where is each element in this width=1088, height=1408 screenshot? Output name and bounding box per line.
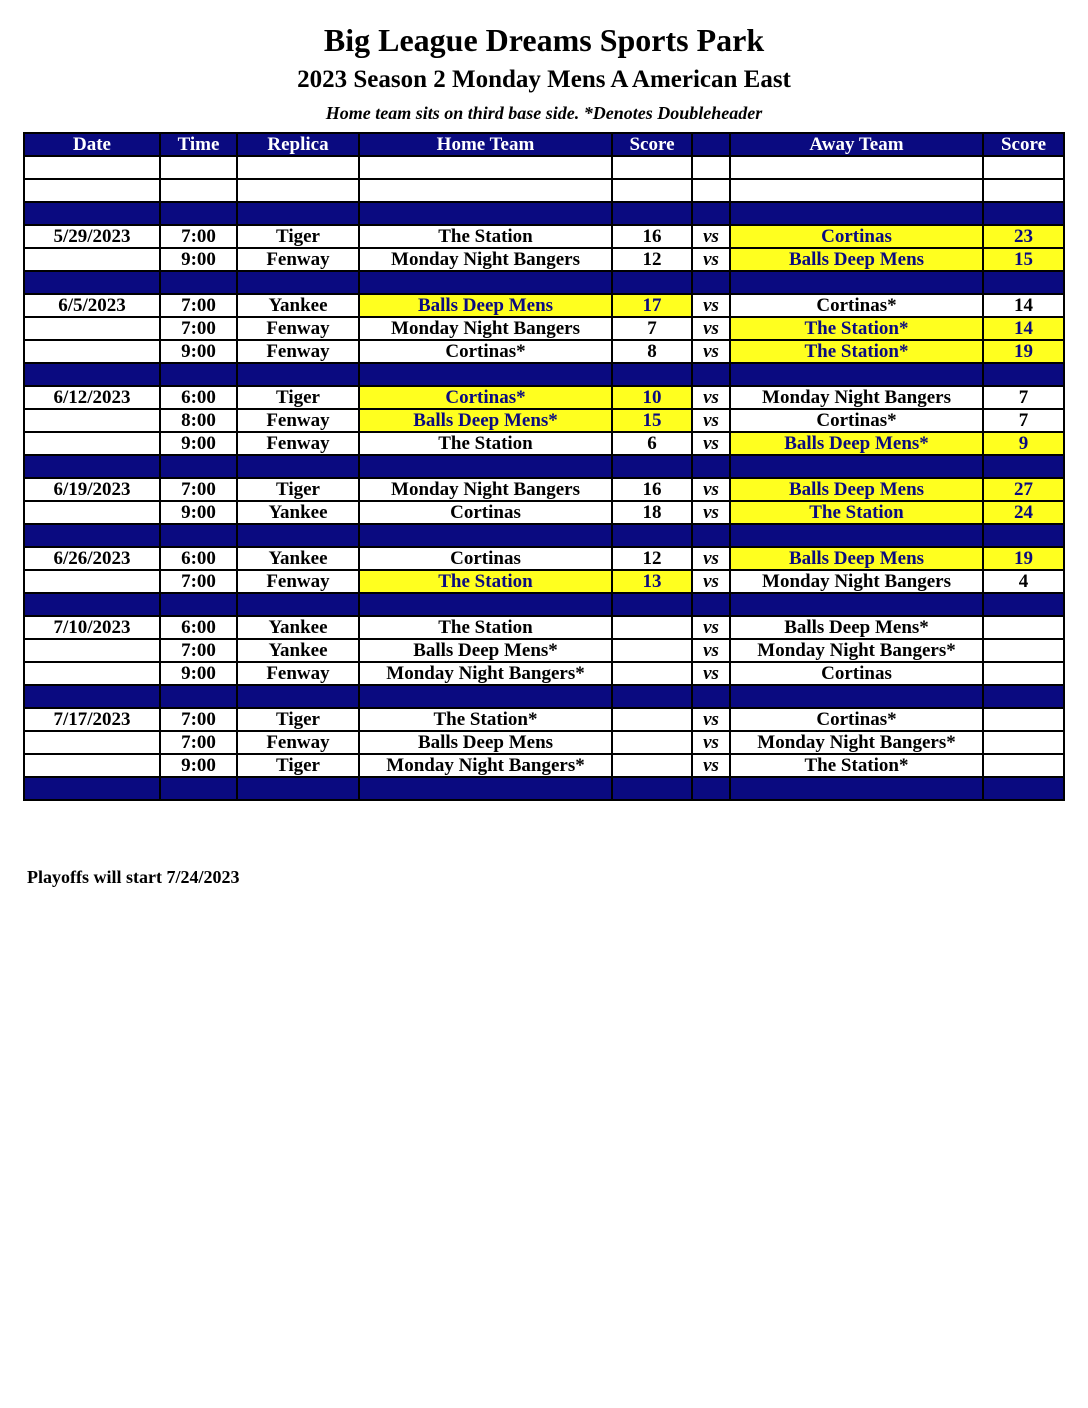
- cell-vs: vs: [692, 478, 730, 501]
- cell-away-score: [983, 616, 1064, 639]
- blank-row: [24, 179, 1064, 202]
- cell-replica: Fenway: [237, 317, 359, 340]
- cell-replica: Tiger: [237, 386, 359, 409]
- cell-time: 9:00: [160, 340, 237, 363]
- cell-replica: [237, 685, 359, 708]
- cell-vs: vs: [692, 547, 730, 570]
- cell-away-team: [730, 777, 983, 800]
- cell-home-team: Monday Night Bangers: [359, 317, 612, 340]
- cell-vs: [692, 179, 730, 202]
- separator-row: [24, 685, 1064, 708]
- cell-home-team: Balls Deep Mens*: [359, 409, 612, 432]
- cell-away-score: 7: [983, 409, 1064, 432]
- cell-away-score: [983, 708, 1064, 731]
- game-row: [24, 432, 1064, 455]
- cell-away-team: Balls Deep Mens: [730, 547, 983, 570]
- cell-away-team: [730, 524, 983, 547]
- cell-time: [160, 524, 237, 547]
- cell-replica: [237, 593, 359, 616]
- cell-home-team: Monday Night Bangers*: [359, 662, 612, 685]
- col-vs: [692, 133, 730, 156]
- cell-time: 9:00: [160, 248, 237, 271]
- cell-home-team: Cortinas: [359, 547, 612, 570]
- cell-home-team: [359, 524, 612, 547]
- cell-away-score: [983, 363, 1064, 386]
- cell-home-score: [612, 731, 692, 754]
- game-row: [24, 731, 1064, 754]
- cell-replica: Tiger: [237, 225, 359, 248]
- cell-date: [24, 593, 160, 616]
- cell-replica: [237, 363, 359, 386]
- cell-time: 6:00: [160, 616, 237, 639]
- cell-home-team: The Station: [359, 570, 612, 593]
- cell-away-team: [730, 685, 983, 708]
- game-row: [24, 386, 1064, 409]
- cell-away-team: The Station: [730, 501, 983, 524]
- cell-home-score: 16: [612, 478, 692, 501]
- cell-home-score: [612, 708, 692, 731]
- cell-home-team: Monday Night Bangers*: [359, 754, 612, 777]
- cell-date: [24, 455, 160, 478]
- col-away-score: Score: [983, 133, 1064, 156]
- cell-away-score: [983, 639, 1064, 662]
- cell-home-team: Cortinas: [359, 501, 612, 524]
- separator-row: [24, 593, 1064, 616]
- cell-replica: [237, 777, 359, 800]
- cell-date: [24, 317, 160, 340]
- cell-away-score: [983, 524, 1064, 547]
- cell-replica: [237, 524, 359, 547]
- page-title: Big League Dreams Sports Park: [323, 22, 765, 58]
- cell-home-score: [612, 202, 692, 225]
- game-row: [24, 478, 1064, 501]
- cell-home-team: [359, 593, 612, 616]
- cell-away-score: [983, 271, 1064, 294]
- cell-replica: Fenway: [237, 409, 359, 432]
- cell-time: 6:00: [160, 547, 237, 570]
- cell-vs: vs: [692, 731, 730, 754]
- cell-vs: [692, 271, 730, 294]
- cell-date: [24, 248, 160, 271]
- cell-home-score: 16: [612, 225, 692, 248]
- cell-away-score: [983, 156, 1064, 179]
- game-row: [24, 294, 1064, 317]
- cell-away-score: 23: [983, 225, 1064, 248]
- playoffs-note: Playoffs will start 7/24/2023: [27, 867, 240, 887]
- cell-replica: Fenway: [237, 432, 359, 455]
- cell-home-team: Monday Night Bangers: [359, 248, 612, 271]
- cell-away-team: Balls Deep Mens: [730, 478, 983, 501]
- cell-replica: Tiger: [237, 478, 359, 501]
- cell-home-score: 13: [612, 570, 692, 593]
- cell-home-score: 8: [612, 340, 692, 363]
- col-home-score: Score: [612, 133, 692, 156]
- cell-home-score: 10: [612, 386, 692, 409]
- cell-home-team: Cortinas*: [359, 386, 612, 409]
- game-row: [24, 501, 1064, 524]
- separator-row: [24, 271, 1064, 294]
- cell-time: 8:00: [160, 409, 237, 432]
- cell-date: 7/10/2023: [24, 616, 160, 639]
- cell-away-team: [730, 179, 983, 202]
- cell-away-team: [730, 455, 983, 478]
- cell-home-score: [612, 777, 692, 800]
- game-row: [24, 708, 1064, 731]
- cell-home-score: [612, 363, 692, 386]
- cell-date: [24, 731, 160, 754]
- cell-away-team: The Station*: [730, 317, 983, 340]
- cell-date: [24, 156, 160, 179]
- cell-home-team: The Station*: [359, 708, 612, 731]
- cell-date: [24, 409, 160, 432]
- cell-home-team: [359, 179, 612, 202]
- cell-replica: [237, 179, 359, 202]
- cell-away-team: Balls Deep Mens*: [730, 616, 983, 639]
- cell-away-team: Balls Deep Mens: [730, 248, 983, 271]
- game-row: [24, 225, 1064, 248]
- cell-away-score: [983, 731, 1064, 754]
- cell-vs: vs: [692, 754, 730, 777]
- cell-date: [24, 202, 160, 225]
- cell-home-team: [359, 685, 612, 708]
- separator-row: [24, 363, 1064, 386]
- cell-replica: Yankee: [237, 501, 359, 524]
- cell-home-team: Balls Deep Mens: [359, 731, 612, 754]
- cell-away-score: [983, 662, 1064, 685]
- cell-replica: Fenway: [237, 570, 359, 593]
- cell-home-score: [612, 754, 692, 777]
- cell-replica: [237, 455, 359, 478]
- cell-time: 6:00: [160, 386, 237, 409]
- cell-replica: [237, 156, 359, 179]
- cell-away-team: Cortinas: [730, 662, 983, 685]
- cell-home-score: [612, 662, 692, 685]
- cell-home-team: The Station: [359, 616, 612, 639]
- cell-vs: vs: [692, 432, 730, 455]
- cell-date: [24, 777, 160, 800]
- cell-time: [160, 179, 237, 202]
- cell-home-team: The Station: [359, 225, 612, 248]
- cell-home-score: [612, 524, 692, 547]
- blank-row: [24, 156, 1064, 179]
- cell-date: [24, 754, 160, 777]
- cell-away-team: [730, 271, 983, 294]
- cell-replica: [237, 271, 359, 294]
- col-time: Time: [160, 133, 237, 156]
- cell-time: 7:00: [160, 708, 237, 731]
- cell-away-team: Cortinas*: [730, 708, 983, 731]
- cell-home-score: [612, 179, 692, 202]
- cell-away-team: [730, 363, 983, 386]
- cell-away-score: [983, 593, 1064, 616]
- cell-home-team: [359, 202, 612, 225]
- cell-home-team: Balls Deep Mens: [359, 294, 612, 317]
- col-replica: Replica: [237, 133, 359, 156]
- cell-date: [24, 685, 160, 708]
- cell-home-score: 12: [612, 547, 692, 570]
- cell-time: 9:00: [160, 432, 237, 455]
- cell-date: 6/12/2023: [24, 386, 160, 409]
- cell-away-score: [983, 179, 1064, 202]
- cell-away-score: 14: [983, 294, 1064, 317]
- cell-vs: [692, 777, 730, 800]
- col-date: Date: [24, 133, 160, 156]
- cell-vs: vs: [692, 386, 730, 409]
- cell-home-score: [612, 271, 692, 294]
- cell-away-team: Cortinas*: [730, 294, 983, 317]
- cell-replica: Fenway: [237, 248, 359, 271]
- cell-away-score: 7: [983, 386, 1064, 409]
- game-row: [24, 662, 1064, 685]
- cell-date: [24, 570, 160, 593]
- cell-away-team: The Station*: [730, 340, 983, 363]
- cell-away-team: Monday Night Bangers: [730, 570, 983, 593]
- cell-date: 7/17/2023: [24, 708, 160, 731]
- cell-home-team: The Station: [359, 432, 612, 455]
- cell-time: [160, 777, 237, 800]
- cell-date: 5/29/2023: [24, 225, 160, 248]
- cell-time: [160, 202, 237, 225]
- cell-vs: vs: [692, 708, 730, 731]
- cell-time: [160, 363, 237, 386]
- cell-vs: [692, 524, 730, 547]
- schedule-note: Home team sits on third base side. *Denotes Doubleheader: [325, 103, 763, 123]
- cell-time: 7:00: [160, 317, 237, 340]
- cell-replica: Tiger: [237, 754, 359, 777]
- cell-home-score: 17: [612, 294, 692, 317]
- cell-date: [24, 363, 160, 386]
- cell-home-team: Balls Deep Mens*: [359, 639, 612, 662]
- cell-away-score: 14: [983, 317, 1064, 340]
- cell-vs: vs: [692, 317, 730, 340]
- game-row: [24, 754, 1064, 777]
- cell-home-team: Cortinas*: [359, 340, 612, 363]
- cell-away-score: 19: [983, 340, 1064, 363]
- cell-vs: [692, 202, 730, 225]
- cell-home-score: 7: [612, 317, 692, 340]
- game-row: [24, 409, 1064, 432]
- cell-vs: vs: [692, 294, 730, 317]
- cell-date: [24, 179, 160, 202]
- cell-home-score: [612, 156, 692, 179]
- cell-replica: Yankee: [237, 294, 359, 317]
- cell-away-score: [983, 685, 1064, 708]
- cell-time: [160, 455, 237, 478]
- cell-away-team: [730, 202, 983, 225]
- cell-replica: Yankee: [237, 639, 359, 662]
- cell-vs: vs: [692, 570, 730, 593]
- cell-replica: Fenway: [237, 340, 359, 363]
- cell-away-team: Cortinas*: [730, 409, 983, 432]
- game-row: [24, 570, 1064, 593]
- cell-away-score: [983, 202, 1064, 225]
- cell-away-team: Monday Night Bangers*: [730, 731, 983, 754]
- game-row: [24, 317, 1064, 340]
- game-row: [24, 547, 1064, 570]
- cell-vs: vs: [692, 225, 730, 248]
- cell-time: 9:00: [160, 501, 237, 524]
- cell-home-score: 18: [612, 501, 692, 524]
- cell-replica: [237, 202, 359, 225]
- cell-away-score: 27: [983, 478, 1064, 501]
- cell-date: 6/19/2023: [24, 478, 160, 501]
- cell-date: [24, 271, 160, 294]
- col-home-team: Home Team: [359, 133, 612, 156]
- cell-vs: vs: [692, 248, 730, 271]
- cell-vs: vs: [692, 340, 730, 363]
- cell-home-score: 15: [612, 409, 692, 432]
- cell-away-score: [983, 754, 1064, 777]
- cell-away-score: 9: [983, 432, 1064, 455]
- cell-away-team: [730, 156, 983, 179]
- cell-vs: vs: [692, 639, 730, 662]
- cell-vs: [692, 156, 730, 179]
- cell-home-team: [359, 777, 612, 800]
- cell-replica: Yankee: [237, 547, 359, 570]
- cell-time: [160, 156, 237, 179]
- cell-replica: Yankee: [237, 616, 359, 639]
- cell-home-score: 6: [612, 432, 692, 455]
- cell-time: [160, 685, 237, 708]
- cell-away-team: [730, 593, 983, 616]
- separator-row: [24, 777, 1064, 800]
- cell-vs: vs: [692, 409, 730, 432]
- cell-vs: [692, 455, 730, 478]
- cell-vs: [692, 593, 730, 616]
- cell-away-team: The Station*: [730, 754, 983, 777]
- cell-home-score: [612, 685, 692, 708]
- cell-home-team: [359, 156, 612, 179]
- cell-date: [24, 639, 160, 662]
- cell-home-team: Monday Night Bangers: [359, 478, 612, 501]
- cell-away-score: 4: [983, 570, 1064, 593]
- cell-time: [160, 271, 237, 294]
- separator-row: [24, 202, 1064, 225]
- cell-replica: Fenway: [237, 662, 359, 685]
- cell-home-team: [359, 363, 612, 386]
- cell-vs: [692, 363, 730, 386]
- schedule-table: [23, 132, 1065, 801]
- cell-replica: Tiger: [237, 708, 359, 731]
- cell-away-team: Monday Night Bangers*: [730, 639, 983, 662]
- cell-home-score: 12: [612, 248, 692, 271]
- cell-away-score: [983, 777, 1064, 800]
- cell-replica: Fenway: [237, 731, 359, 754]
- cell-time: 7:00: [160, 478, 237, 501]
- cell-vs: vs: [692, 616, 730, 639]
- cell-home-score: [612, 639, 692, 662]
- cell-away-score: 19: [983, 547, 1064, 570]
- cell-home-team: [359, 271, 612, 294]
- cell-date: [24, 501, 160, 524]
- cell-time: 9:00: [160, 662, 237, 685]
- cell-time: 7:00: [160, 639, 237, 662]
- cell-time: [160, 593, 237, 616]
- cell-date: [24, 432, 160, 455]
- cell-away-team: Monday Night Bangers: [730, 386, 983, 409]
- header-row: [24, 133, 1064, 156]
- cell-time: 7:00: [160, 570, 237, 593]
- cell-home-score: [612, 455, 692, 478]
- cell-vs: vs: [692, 501, 730, 524]
- cell-away-team: Cortinas: [730, 225, 983, 248]
- cell-home-team: [359, 455, 612, 478]
- cell-vs: vs: [692, 662, 730, 685]
- game-row: [24, 639, 1064, 662]
- cell-vs: [692, 685, 730, 708]
- cell-away-score: [983, 455, 1064, 478]
- cell-time: 7:00: [160, 294, 237, 317]
- cell-date: [24, 340, 160, 363]
- page-subtitle: 2023 Season 2 Monday Mens A American East: [297, 66, 791, 93]
- cell-date: [24, 524, 160, 547]
- col-away-team: Away Team: [730, 133, 983, 156]
- cell-time: 9:00: [160, 754, 237, 777]
- cell-away-score: 15: [983, 248, 1064, 271]
- cell-time: 7:00: [160, 225, 237, 248]
- cell-time: 7:00: [160, 731, 237, 754]
- game-row: [24, 340, 1064, 363]
- cell-date: 6/26/2023: [24, 547, 160, 570]
- cell-home-score: [612, 616, 692, 639]
- cell-date: 6/5/2023: [24, 294, 160, 317]
- separator-row: [24, 524, 1064, 547]
- game-row: [24, 248, 1064, 271]
- cell-away-score: 24: [983, 501, 1064, 524]
- game-row: [24, 616, 1064, 639]
- cell-home-score: [612, 593, 692, 616]
- separator-row: [24, 455, 1064, 478]
- cell-away-team: Balls Deep Mens*: [730, 432, 983, 455]
- cell-date: [24, 662, 160, 685]
